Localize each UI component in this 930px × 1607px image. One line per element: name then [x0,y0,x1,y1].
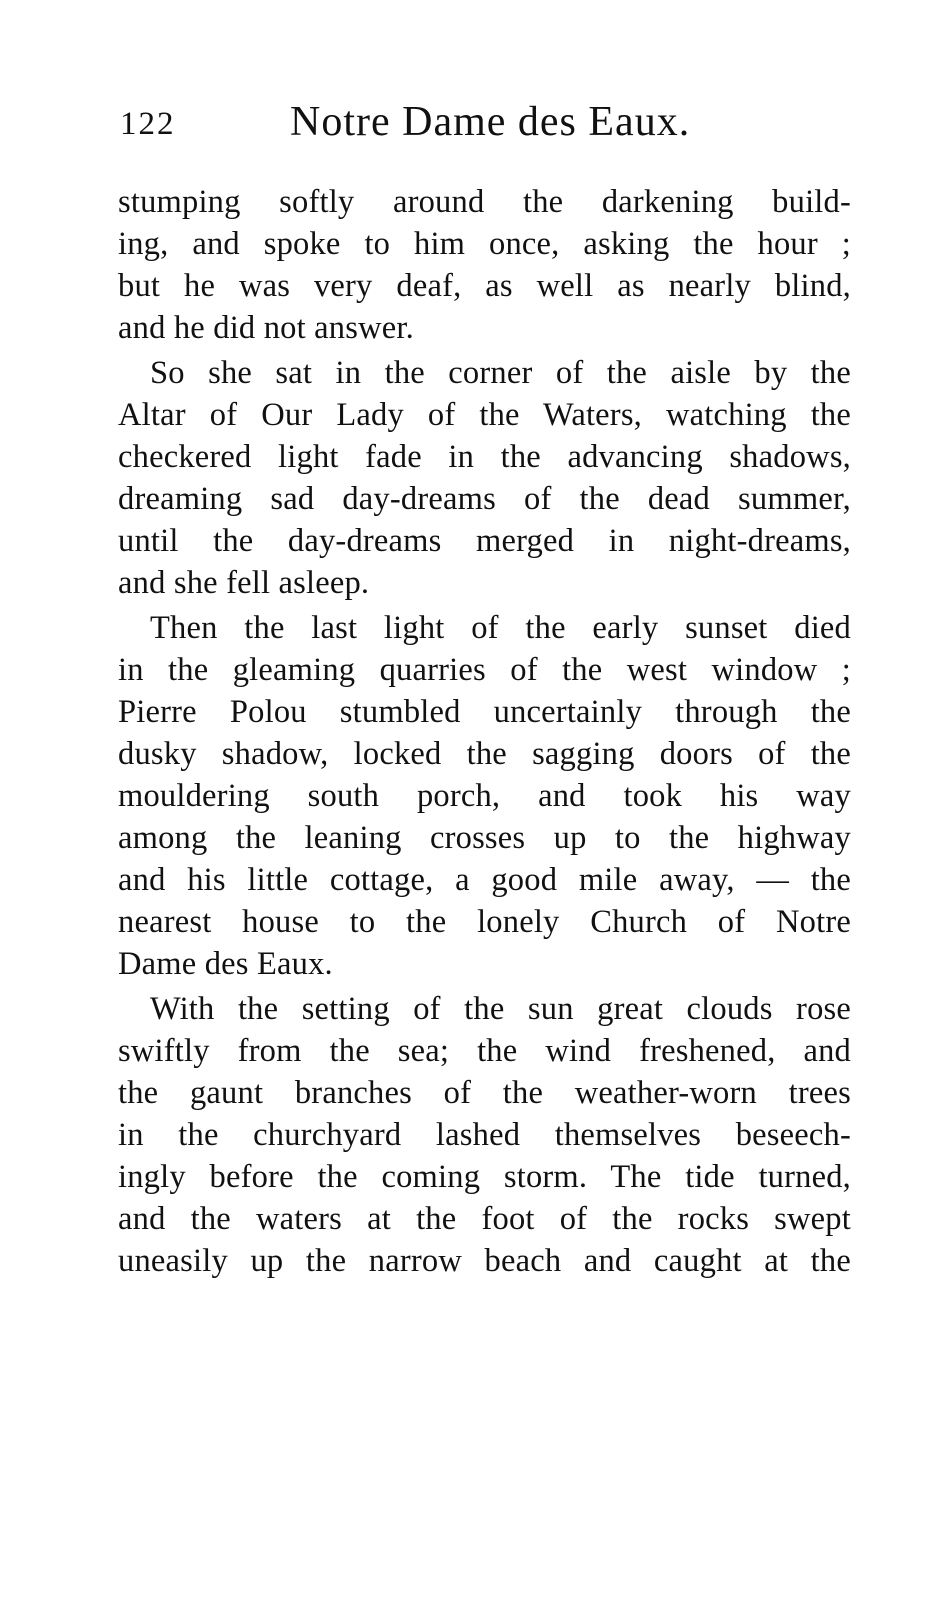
text-line: dusky shadow, locked the sagging doors of the [118,736,851,772]
text-line: swiftly from the sea; the wind freshened, and [118,1033,851,1069]
text-line: checkered light fade in the advancing shadows, [118,439,851,475]
text-line: So she sat in the corner of the aisle by the [150,355,851,391]
text-line: uneasily up the narrow beach and caught at the [118,1243,851,1279]
text-line: among the leaning crosses up to the highway [118,820,851,856]
text-line: and his little cottage, a good mile away, — the [118,862,851,898]
running-head [118,98,858,158]
text-line: and the waters at the foot of the rocks swept [118,1201,851,1237]
text-line: stumping softly around the darkening build- [118,184,851,220]
text-line: the gaunt branches of the weather-worn trees [118,1075,851,1111]
text-line: in the churchyard lashed themselves beseech- [118,1117,851,1153]
text-line: Then the last light of the early sunset died [150,610,851,646]
text-line: in the gleaming quarries of the west window ; [118,652,851,688]
text-line: until the day-dreams merged in night-dreams, [118,523,851,559]
running-title: Notre Dame des Eaux. [290,99,691,145]
text-line: but he was very deaf, as well as nearly blind, [118,268,851,304]
text-line: and he did not answer. [118,310,414,346]
text-line: mouldering south porch, and took his way [118,778,851,814]
text-line: Dame des Eaux. [118,946,333,982]
page-number: 122 [120,106,176,142]
text-line: and she fell asleep. [118,565,370,601]
text-line: With the setting of the sun great clouds rose [150,991,851,1027]
text-line: Altar of Our Lady of the Waters, watching the [118,397,851,433]
text-line: ing, and spoke to him once, asking the hour ; [118,226,851,262]
text-line: Pierre Polou stumbled uncertainly through the [118,694,851,730]
text-line: ingly before the coming storm. The tide turned, [118,1159,851,1195]
text-line: nearest house to the lonely Church of Notre [118,904,851,940]
text-line: dreaming sad day-dreams of the dead summer, [118,481,851,517]
